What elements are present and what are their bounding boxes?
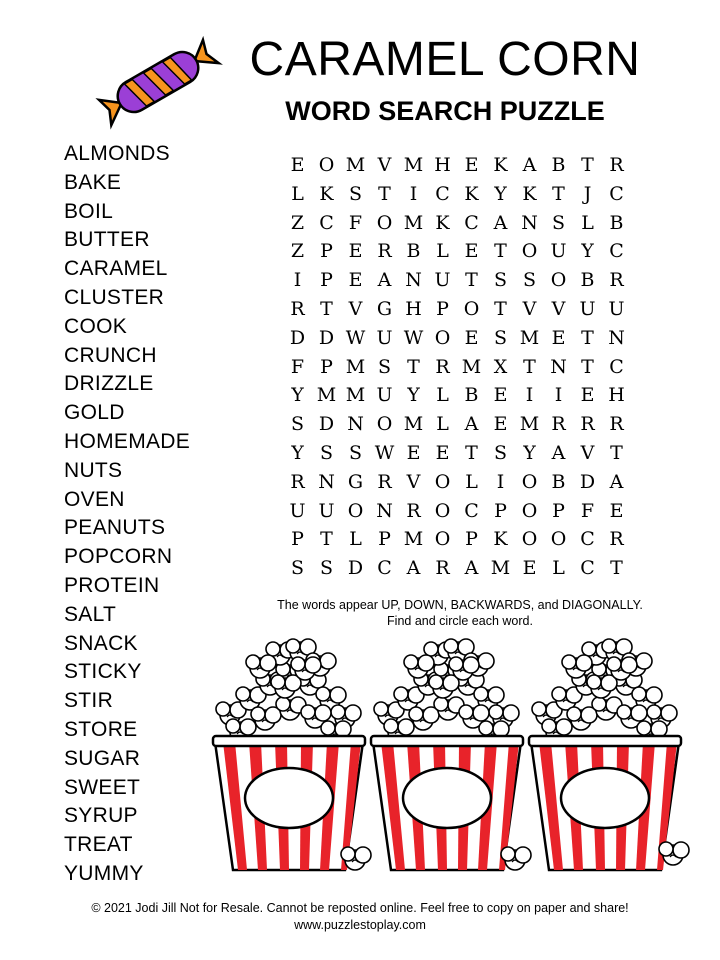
grid-letter: M [403, 154, 424, 176]
grid-letter: G [347, 470, 364, 493]
grid-letter: M [490, 557, 511, 580]
word-list-item: SALT [64, 602, 117, 626]
grid-letter: M [316, 384, 337, 407]
grid-letter: L [581, 211, 594, 234]
grid-letter: O [434, 470, 451, 493]
grid-letter: U [434, 269, 451, 292]
grid-letter: M [403, 211, 424, 234]
grid-letter: S [377, 355, 392, 378]
grid-letter: M [403, 413, 424, 436]
word-list-item: NUTS [64, 458, 123, 482]
grid-letter: B [609, 211, 624, 234]
grid-letter: O [521, 240, 538, 263]
grid-letter: F [290, 355, 305, 378]
grid-letter: L [436, 413, 449, 436]
grid-letter: B [551, 154, 566, 176]
grid-letter: A [522, 154, 537, 176]
grid-letter: M [519, 413, 540, 436]
grid-letter: O [434, 326, 451, 349]
grid-letter: W [345, 326, 366, 349]
word-list-item: STICKY [64, 660, 142, 684]
grid-letter: K [319, 182, 334, 205]
grid-letter: T [581, 154, 594, 176]
grid-letter: O [434, 528, 451, 551]
grid-letter: Z [290, 211, 305, 234]
grid-letter: L [552, 557, 565, 580]
grid-letter: A [493, 211, 508, 234]
grid-letter: T [610, 441, 623, 464]
word-list-item: SNACK [64, 631, 138, 655]
word-list-item: SYRUP [64, 804, 138, 828]
grid-letter: N [318, 470, 335, 493]
grid-letter: T [523, 355, 536, 378]
grid-letter: O [550, 269, 567, 292]
grid-letter: K [464, 182, 479, 205]
word-list-item: YUMMY [64, 861, 144, 885]
word-list-item: PEANUTS [64, 516, 166, 540]
grid-letter: B [551, 470, 566, 493]
grid-letter: E [522, 557, 537, 580]
grid-letter: E [580, 384, 595, 407]
grid-letter: S [319, 441, 334, 464]
word-list-item: SWEET [64, 775, 141, 799]
word-list-item: HOMEMADE [64, 429, 191, 453]
grid-letter: D [318, 326, 335, 349]
grid-letter: B [580, 269, 595, 292]
grid-letter: Y [494, 182, 507, 205]
grid-letter: M [345, 154, 366, 176]
grid-letter: S [522, 269, 537, 292]
grid-letter: D [289, 326, 306, 349]
grid-letter: L [349, 528, 362, 551]
grid-letter: O [521, 499, 538, 522]
grid-letter: T [494, 297, 507, 320]
grid-letter: A [377, 269, 392, 292]
grid-letter: J [583, 182, 592, 205]
grid-letter: A [464, 557, 479, 580]
grid-letter: E [435, 441, 450, 464]
word-list-item: CARAMEL [64, 257, 168, 281]
grid-letter: A [551, 441, 566, 464]
grid-letter: N [347, 413, 364, 436]
grid-letter: K [522, 182, 537, 205]
word-list-item: CLUSTER [64, 285, 165, 309]
grid-letter: A [406, 557, 421, 580]
grid-letter: M [345, 355, 366, 378]
grid-letter: R [435, 355, 450, 378]
grid-letter: M [403, 528, 424, 551]
grid-letter: K [435, 211, 450, 234]
word-list-item: BUTTER [64, 228, 150, 252]
page-subtitle: WORD SEARCH PUZZLE [285, 96, 605, 126]
word-list-item: ALMONDS [64, 142, 170, 165]
grid-letter: U [376, 384, 393, 407]
grid-letter: U [376, 326, 393, 349]
grid-letter: O [434, 499, 451, 522]
grid-letter: N [550, 355, 567, 378]
grid-letter: P [320, 240, 333, 263]
copyright-text: © 2021 Jodi Jill Not for Resale. Cannot be reposted online. Feel free to copy on paper and share! [91, 901, 629, 915]
grid-letter: R [290, 297, 305, 320]
grid-letter: O [521, 470, 538, 493]
grid-letter: L [291, 182, 304, 205]
grid-letter: V [580, 441, 595, 464]
word-list-item: STIR [64, 689, 114, 713]
grid-letter: U [289, 499, 306, 522]
grid-letter: C [319, 211, 334, 234]
grid-letter: U [318, 499, 335, 522]
grid-letter: B [406, 240, 421, 263]
grid-letter: H [405, 297, 422, 320]
grid-letter: L [465, 470, 478, 493]
footer [0, 900, 720, 934]
grid-letter: Y [581, 240, 594, 263]
grid-letter: R [609, 269, 624, 292]
grid-letter: S [290, 557, 305, 580]
grid-letter: T [378, 182, 391, 205]
grid-letter: L [436, 384, 449, 407]
grid-letter: Y [407, 384, 420, 407]
grid-letter: E [493, 384, 508, 407]
grid-letter: U [579, 297, 596, 320]
grid-letter: T [610, 557, 623, 580]
grid-letter: U [550, 240, 567, 263]
grid-letter: P [291, 528, 304, 551]
grid-letter: S [290, 413, 305, 436]
grid-letter: N [608, 326, 625, 349]
grid-letter: C [609, 240, 624, 263]
grid-letter: Y [291, 384, 304, 407]
website-text: www.puzzlestoplay.com [294, 918, 426, 932]
grid-letter: R [609, 528, 624, 551]
grid-letter: I [496, 470, 505, 493]
grid-letter: S [493, 326, 508, 349]
grid-letter: S [551, 211, 566, 234]
grid-letter: W [374, 441, 395, 464]
grid-letter: R [290, 470, 305, 493]
grid-letter: T [581, 326, 594, 349]
grid-letter: T [320, 297, 333, 320]
grid-letter: M [519, 326, 540, 349]
grid-letter: R [406, 499, 421, 522]
grid-letter: G [376, 297, 393, 320]
grid-letter: N [521, 211, 538, 234]
grid-letter: E [551, 326, 566, 349]
grid-letter: F [348, 211, 363, 234]
grid-letter: E [406, 441, 421, 464]
word-list-item: DRIZZLE [64, 372, 154, 396]
grid-letter: F [580, 499, 595, 522]
grid-letter: Y [291, 441, 304, 464]
grid-letter: O [550, 528, 567, 551]
grid-letter: T [407, 355, 420, 378]
grid-letter: R [609, 154, 624, 176]
grid-letter: E [609, 499, 624, 522]
grid-letter: C [609, 182, 624, 205]
grid-letter: S [493, 269, 508, 292]
grid-letter: P [552, 499, 565, 522]
grid-letter: W [403, 326, 424, 349]
grid-letter: R [551, 413, 566, 436]
grid-letter: I [409, 182, 418, 205]
grid-letter: I [554, 384, 563, 407]
grid-letter: E [290, 154, 305, 176]
grid-letter: C [377, 557, 392, 580]
grid-letter: O [463, 297, 480, 320]
grid-letter: Z [290, 240, 305, 263]
grid-letter: T [552, 182, 565, 205]
grid-letter: L [436, 240, 449, 263]
grid-letter: C [580, 528, 595, 551]
grid-letter: R [377, 240, 392, 263]
grid-letter: P [320, 269, 333, 292]
grid-letter: E [348, 269, 363, 292]
grid-letter: H [434, 154, 451, 176]
instructions-line-1: The words appear UP, DOWN, BACKWARDS, and DIAGONALLY. [277, 598, 643, 612]
grid-letter: O [376, 211, 393, 234]
word-list-item: OVEN [64, 487, 125, 511]
word-list-item: GOLD [64, 401, 125, 425]
grid-letter: T [494, 240, 507, 263]
grid-letter: B [464, 384, 479, 407]
grid-letter: P [436, 297, 449, 320]
grid-letter: D [347, 557, 364, 580]
grid-letter: O [318, 154, 335, 176]
letter-grid [283, 151, 631, 583]
grid-letter: C [464, 499, 479, 522]
word-list-item: BAKE [64, 170, 122, 194]
grid-letter: V [551, 297, 566, 320]
grid-letter: T [320, 528, 333, 551]
wrapped-candy-icon [88, 30, 228, 135]
instructions-line-2: Find and circle each word. [387, 614, 533, 628]
popcorn-illustration [205, 630, 705, 895]
page-title: CARAMEL CORN [249, 33, 641, 86]
grid-letter: X [493, 355, 508, 378]
word-list-item: COOK [64, 314, 128, 338]
grid-letter: D [318, 413, 335, 436]
word-list-item: STORE [64, 717, 138, 741]
grid-letter: T [465, 269, 478, 292]
grid-letter: P [378, 528, 391, 551]
grid-letter: K [493, 154, 508, 176]
grid-letter: R [377, 470, 392, 493]
grid-letter: A [464, 413, 479, 436]
word-list-item: CRUNCH [64, 343, 157, 367]
grid-letter: C [435, 182, 450, 205]
grid-letter: O [347, 499, 364, 522]
grid-letter: P [320, 355, 333, 378]
grid-letter: T [581, 355, 594, 378]
word-list-item: BOIL [64, 199, 114, 223]
grid-letter: N [376, 499, 393, 522]
grid-letter: K [493, 528, 508, 551]
grid-letter: I [525, 384, 534, 407]
grid-letter: R [435, 557, 450, 580]
instructions [250, 597, 670, 629]
grid-letter: P [465, 528, 478, 551]
grid-letter: V [348, 297, 363, 320]
grid-letter: A [609, 470, 624, 493]
grid-letter: S [493, 441, 508, 464]
grid-letter: C [609, 355, 624, 378]
grid-letter: O [521, 528, 538, 551]
grid-letter: S [348, 182, 363, 205]
grid-letter: V [377, 154, 392, 176]
grid-letter: P [494, 499, 507, 522]
grid-letter: R [580, 413, 595, 436]
grid-letter: N [405, 269, 422, 292]
grid-letter: I [293, 269, 302, 292]
word-list-item: POPCORN [64, 545, 173, 569]
word-list-item: PROTEIN [64, 573, 160, 597]
grid-letter: V [406, 470, 421, 493]
word-list-item: TREAT [64, 833, 133, 857]
grid-letter: D [579, 470, 596, 493]
grid-letter: E [464, 326, 479, 349]
grid-letter: S [319, 557, 334, 580]
word-list-item: SUGAR [64, 746, 141, 770]
grid-letter: C [464, 211, 479, 234]
grid-letter: V [522, 297, 537, 320]
grid-letter: H [608, 384, 625, 407]
grid-letter: R [609, 413, 624, 436]
grid-letter: E [464, 154, 479, 176]
grid-letter: T [465, 441, 478, 464]
grid-letter: U [608, 297, 625, 320]
word-list [64, 140, 190, 889]
grid-letter: Y [523, 441, 536, 464]
grid-letter: S [348, 441, 363, 464]
grid-letter: E [348, 240, 363, 263]
grid-letter: E [493, 413, 508, 436]
grid-letter: O [376, 413, 393, 436]
grid-letter: C [580, 557, 595, 580]
grid-letter: M [461, 355, 482, 378]
grid-letter: M [345, 384, 366, 407]
grid-letter: E [464, 240, 479, 263]
